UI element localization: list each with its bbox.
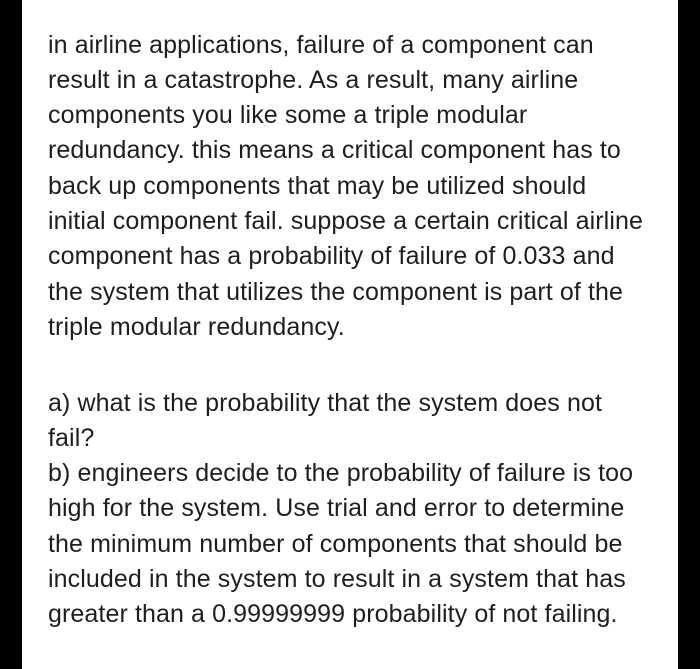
text-line: the system that utilizes the component is part of the — [48, 278, 624, 306]
text-line: back up components that may be utilized should — [48, 172, 587, 200]
text-line: greater than a 0.99999999 probability of not failing. — [48, 600, 618, 628]
text-line: included in the system to result in a system that has — [48, 565, 626, 593]
text-line: triple modular redundancy. — [48, 313, 345, 341]
text-line: in airline applications, failure of a component can — [48, 31, 594, 59]
text-line: result in a catastrophe. As a result, many airline — [48, 66, 579, 94]
text-line: component has a probability of failure of 0.033 and — [48, 242, 615, 270]
text-line: high for the system. Use trial and error to determine — [48, 494, 625, 522]
text-line: redundancy. this means a critical component has to — [48, 136, 621, 164]
text-line: fail? — [48, 424, 95, 452]
text-line: components you like some a triple modular — [48, 101, 528, 129]
text-line: b) engineers decide to the probability of failure is too — [48, 459, 634, 487]
text-line: a) what is the probability that the system does not — [48, 389, 603, 417]
text-line: the minimum number of components that should be — [48, 530, 623, 558]
text-panel — [22, 0, 678, 669]
text-line: initial component fail. suppose a certain critical airline — [48, 207, 643, 235]
